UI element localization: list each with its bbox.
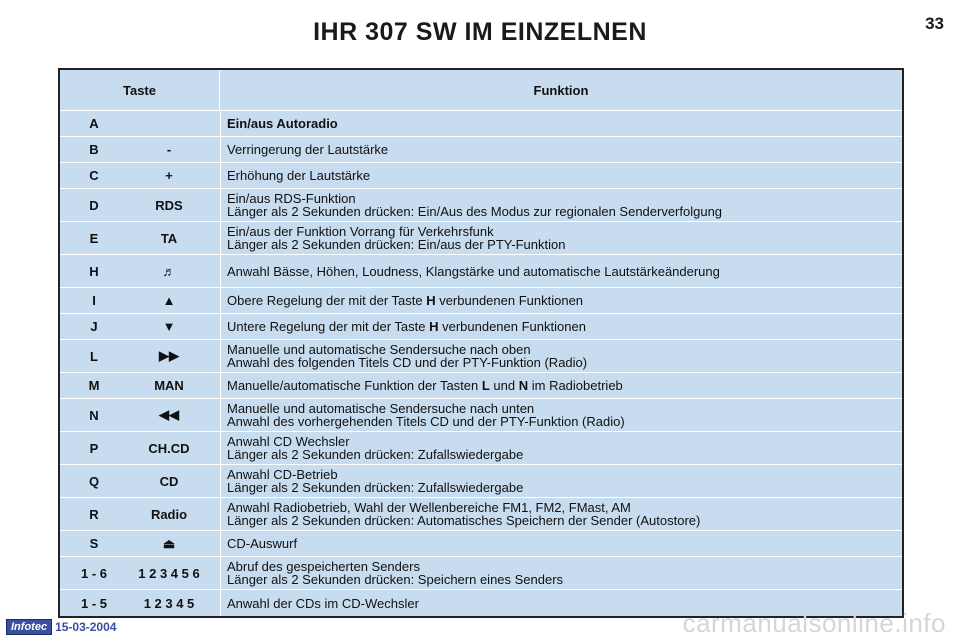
page-number: 33 [925, 14, 944, 33]
key-reference: H [426, 293, 436, 308]
row-button-label: ▶▶ [159, 348, 179, 363]
row-function [221, 531, 902, 556]
row-key: Q [88, 473, 100, 489]
table-body [60, 111, 902, 616]
column-divider [210, 288, 221, 313]
table-row [60, 373, 902, 399]
function-line: Ein/aus der Funktion Vorrang für Verkehrsfunk [227, 224, 494, 239]
row-key: R [89, 506, 99, 522]
key-reference: L [481, 378, 490, 393]
row-button-label: CD [159, 473, 179, 489]
function-line: Länger als 2 Sekunden drücken: Ein/Aus des Modus zur regionalen Senderverfolgung [227, 204, 723, 219]
row-key: B [89, 142, 99, 157]
function-line: Länger als 2 Sekunden drücken: Zufallswiedergabe [227, 447, 524, 462]
table-row [60, 163, 902, 189]
infotec-logo: Infotec [6, 619, 52, 635]
row-button-label: MAN [154, 378, 184, 393]
column-divider [210, 373, 221, 398]
row-function [221, 314, 902, 339]
column-divider [210, 340, 221, 372]
table-header [60, 70, 902, 111]
row-key: N [89, 407, 99, 423]
table-row [60, 111, 902, 137]
column-divider [210, 399, 221, 431]
row-button-label: TA [160, 230, 178, 246]
row-button-label: CH.CD [148, 440, 190, 456]
row-function [221, 288, 902, 313]
function-line: Länger als 2 Sekunden drücken: Zufallswiedergabe [227, 480, 524, 495]
row-key: D [89, 197, 99, 213]
column-divider [210, 163, 221, 188]
header-funktion: Funktion [533, 82, 589, 98]
row-key: C [89, 168, 99, 183]
function-line: Ein/aus RDS-Funktion [227, 191, 356, 206]
row-function [221, 340, 902, 372]
row-function [221, 111, 902, 136]
function-line [227, 320, 902, 333]
row-function [221, 498, 902, 530]
function-line: Verringerung der Lautstärke [227, 142, 389, 157]
row-key: P [89, 440, 99, 456]
column-divider [210, 222, 221, 254]
row-key: 1 - 6 [80, 565, 107, 581]
table-row [60, 255, 902, 288]
function-line: Anwahl Bässe, Höhen, Loudness, Klangstärke und automatische Lautstärkeänderung [227, 263, 720, 279]
function-text: Obere Regelung der mit der Taste [227, 293, 427, 308]
column-divider [210, 590, 221, 616]
table-row [60, 288, 902, 314]
function-line: Ein/aus Autoradio [227, 116, 338, 131]
row-key: 1 - 5 [80, 595, 107, 611]
header-taste: Taste [60, 70, 220, 110]
row-key: S [89, 536, 99, 551]
function-text: Manuelle/automatische Funktion der Tasten [227, 378, 482, 393]
function-line: Erhöhung der Lautstärke [227, 168, 371, 183]
function-text: verbundenen Funktionen [435, 293, 584, 308]
row-button-label: + [165, 168, 173, 183]
function-line: Länger als 2 Sekunden drücken: Automatisches Speichern der Sender (Autostore) [227, 513, 701, 528]
column-divider [210, 189, 221, 221]
function-line: Abruf des gespeicherten Senders [227, 559, 420, 574]
row-function [221, 432, 902, 464]
row-function [221, 373, 902, 398]
row-function [221, 465, 902, 497]
table-row [60, 189, 902, 222]
table-row [60, 498, 902, 531]
table-row [60, 557, 902, 590]
function-line: Manuelle und automatische Sendersuche nach unten [227, 401, 535, 416]
row-button-label: - [166, 142, 172, 157]
function-line: Anwahl CD Wechsler [227, 434, 350, 449]
table-row [60, 340, 902, 373]
column-divider [210, 137, 221, 162]
function-table [58, 68, 904, 618]
row-button-label: ▼ [162, 319, 176, 334]
row-button-label: Radio [150, 506, 188, 522]
row-function [221, 557, 902, 589]
row-key: H [89, 263, 99, 279]
row-function [221, 255, 902, 287]
row-button-label: ♬ [162, 263, 176, 279]
row-button-label: RDS [155, 197, 183, 213]
function-text: verbundenen Funktionen [438, 319, 586, 334]
function-text: und [489, 378, 519, 393]
column-divider [210, 557, 221, 589]
row-button-label: ▲ [162, 293, 176, 308]
row-button-label [128, 111, 210, 136]
function-line: Länger als 2 Sekunden drücken: Ein/aus der PTY-Funktion [227, 237, 566, 252]
row-key: I [92, 293, 96, 308]
row-key: A [89, 116, 99, 131]
function-line: Manuelle und automatische Sendersuche nach oben [227, 342, 531, 357]
function-line: Anwahl des vorhergehenden Titels CD und der PTY-Funktion (Radio) [227, 414, 625, 429]
row-button-label: ◀◀ [159, 407, 179, 422]
function-line: Anwahl des folgenden Titels CD und der PTY-Funktion (Radio) [227, 355, 588, 370]
row-button-label: 1 2 3 4 5 6 [138, 565, 200, 581]
table-row [60, 222, 902, 255]
table-row [60, 137, 902, 163]
row-key: E [89, 230, 99, 246]
row-function [221, 137, 902, 162]
column-divider [210, 111, 221, 136]
function-text: im Radiobetrieb [528, 378, 623, 393]
table-row [60, 399, 902, 432]
row-key: L [90, 348, 98, 364]
row-button-label: 1 2 3 4 5 [143, 595, 195, 611]
table-row [60, 465, 902, 498]
row-function [221, 189, 902, 221]
function-line: CD-Auswurf [227, 536, 298, 551]
row-function [221, 163, 902, 188]
key-reference: N [518, 378, 529, 393]
table-row [60, 531, 902, 557]
row-button-label: ⏏ [162, 535, 176, 551]
function-line: Länger als 2 Sekunden drücken: Speichern eines Senders [227, 572, 564, 587]
key-reference: H [429, 319, 439, 334]
row-function [221, 222, 902, 254]
function-line [227, 379, 902, 392]
function-text: Untere Regelung der mit der Taste [227, 319, 430, 334]
table-row [60, 314, 902, 340]
function-line: Anwahl der CDs im CD-Wechsler [227, 595, 419, 611]
row-function [221, 399, 902, 431]
column-divider [210, 432, 221, 464]
page-title: IHR 307 SW IM EINZELNEN [313, 18, 647, 46]
row-key: J [90, 319, 98, 334]
table-row [60, 432, 902, 465]
column-divider [210, 255, 221, 287]
function-line: Anwahl Radiobetrieb, Wahl der Wellenbereiche FM1, FM2, FMast, AM [227, 500, 631, 515]
column-divider [210, 314, 221, 339]
row-key: M [88, 378, 100, 393]
function-line [227, 294, 902, 307]
column-divider [210, 465, 221, 497]
watermark: carmanualsonline.info [682, 608, 946, 638]
column-divider [210, 531, 221, 556]
footer-date: 15-03-2004 [55, 620, 117, 634]
footer [6, 619, 116, 635]
column-divider [210, 498, 221, 530]
function-line: Anwahl CD-Betrieb [227, 467, 338, 482]
